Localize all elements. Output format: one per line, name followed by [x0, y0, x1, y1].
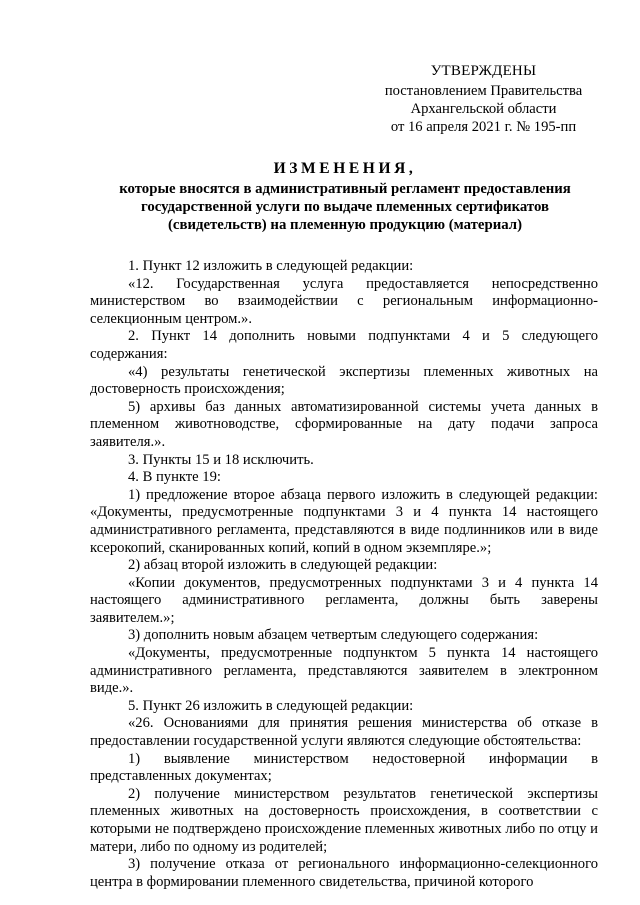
paragraph: 1) выявление министерством недостоверной информации в представленных документах;	[90, 750, 598, 785]
approval-line: Архангельской области	[410, 101, 557, 117]
paragraph: 2. Пункт 14 дополнить новыми подпунктами 4 и 5 следующего содержания:	[90, 328, 598, 362]
paragraph: 4. В пункте 19:	[128, 469, 221, 486]
paragraph: 5. Пункт 26 изложить в следующей редакции:	[128, 697, 414, 714]
approval-line: постановлением Правительства	[384, 83, 583, 99]
document-title	[90, 160, 600, 234]
paragraph: 3) дополнить новым абзацем четвертым следующего содержания:	[128, 627, 539, 644]
paragraph: «12. Государственная услуга предоставляется непосредственно министерством во взаимодействии с региональным информационно-селекционным центром.».	[90, 275, 598, 327]
paragraph: 3) получение отказа от регионального информационно-селекционного центра в формировании племенного свидетельства, причиной которого	[90, 856, 598, 890]
paragraph: 1) предложение второе абзаца первого изложить в следующей редакции: «Документы, предусмотренные подпунктами 3 и 4 пункта 14 настоящего административного регламента, представляются в виде подлинников или в виде ксерокопий, сканированных копий, копий в одном экземпляре.»;	[90, 486, 598, 556]
approval-date-line: от 16 апреля 2021 г. № 195-пп	[390, 119, 577, 135]
paragraph: 1. Пункт 12 изложить в следующей редакции:	[128, 258, 414, 274]
paragraph: 5) архивы баз данных автоматизированной системы учета данных в племенном животноводстве, сформированные на дату подачи запроса заявителя.».	[90, 398, 598, 450]
approval-heading: УТВЕРЖДЕНЫ	[430, 63, 537, 79]
paragraph: «26. Основаниями для принятия решения министерства об отказе в предоставлении государственной услуги являются следующие обстоятельства:	[90, 715, 598, 750]
paragraph: 2) получение министерством результатов генетической экспертизы племенных животных на достоверность происхождения, в соответствии с которыми не подтверждено происхождение племенных животных либо по отцу и матери, либо по одному из родителей;	[90, 785, 598, 855]
paragraph: «Документы, предусмотренные подпунктом 5 пункта 14 настоящего административного регламента, представляются заявителем в электронном виде.».	[90, 645, 598, 697]
paragraph: 2) абзац второй изложить в следующей редакции:	[128, 557, 438, 574]
approval-stamp	[376, 62, 591, 136]
title-main: ИЗМЕНЕНИЯ,	[273, 160, 417, 177]
paragraph: 3. Пункты 15 и 18 исключить.	[128, 451, 314, 468]
paragraph: «Копии документов, предусмотренных подпунктами 3 и 4 пункта 14 настоящего административного регламента, должны быть заверены заявителем.»;	[90, 574, 598, 626]
title-subtitle: которые вносятся в административный регламент предоставления государственной услуги по выдаче племенных сертификатов (свидетельств) на племенную продукцию (материал)	[119, 181, 571, 233]
document-body	[90, 258, 598, 891]
paragraph: «4) результаты генетической экспертизы племенных животных на достоверность происхождения;	[90, 363, 598, 398]
